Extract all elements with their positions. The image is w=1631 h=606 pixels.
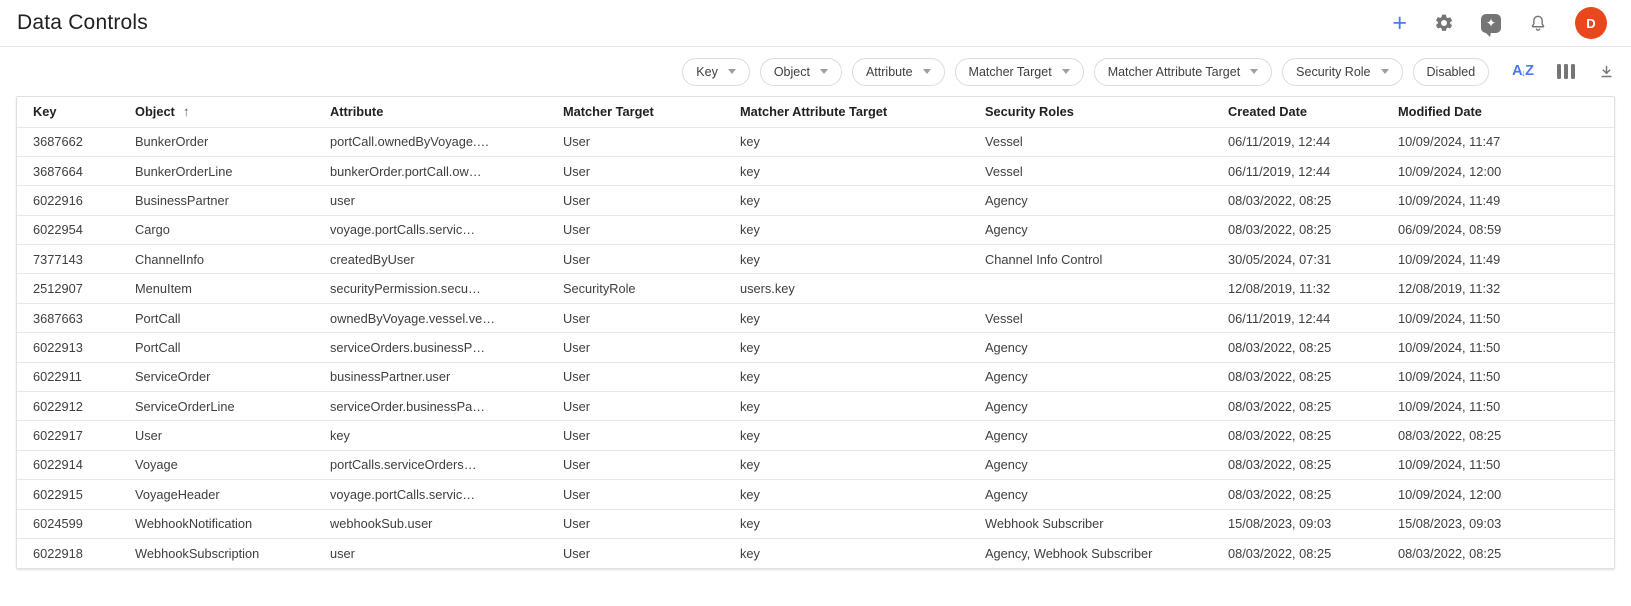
cell-security-roles: Agency [969, 362, 1212, 391]
data-controls-table [16, 96, 1615, 569]
cell-matcher-target: User [547, 538, 724, 567]
chevron-down-icon [1250, 69, 1258, 74]
table-row[interactable] [17, 186, 1614, 215]
filter-chip-label: Disabled [1426, 64, 1476, 79]
table-row[interactable] [17, 303, 1614, 332]
cell-attribute: voyage.portCalls.servic… [314, 215, 547, 244]
sparkle-icon: ✦ [1485, 16, 1497, 30]
cell-matcher-target: User [547, 186, 724, 215]
filter-chip-label: Matcher Attribute Target [1107, 64, 1241, 79]
cell-matcher-target: User [547, 362, 724, 391]
table-row[interactable] [17, 509, 1614, 538]
cell-attribute: ownedByVoyage.vessel.ve… [314, 303, 547, 332]
cell-matcher-attribute-target: users.key [724, 274, 969, 303]
cell-key: 6024599 [17, 509, 119, 538]
page-title: Data Controls [17, 11, 148, 34]
cell-attribute: createdByUser [314, 245, 547, 274]
cell-matcher-target: User [547, 450, 724, 479]
cell-key: 6022913 [17, 333, 119, 362]
cell-created-date: 15/08/2023, 09:03 [1212, 509, 1382, 538]
cell-matcher-attribute-target: key [724, 509, 969, 538]
cell-matcher-attribute-target: key [724, 127, 969, 156]
cell-modified-date: 10/09/2024, 11:49 [1382, 186, 1614, 215]
filter-chip-label: Matcher Target [968, 64, 1052, 79]
cell-object: PortCall [119, 303, 314, 332]
cell-key: 2512907 [17, 274, 119, 303]
app-header [0, 0, 1631, 47]
cell-matcher-target: User [547, 156, 724, 185]
column-header-security-roles[interactable]: Security Roles [985, 104, 1074, 120]
cell-matcher-attribute-target: key [724, 245, 969, 274]
cell-created-date: 08/03/2022, 08:25 [1212, 450, 1382, 479]
cell-created-date: 08/03/2022, 08:25 [1212, 480, 1382, 509]
cell-object: Cargo [119, 215, 314, 244]
sort-ascending-icon: ↑ [182, 104, 190, 120]
cell-key: 7377143 [17, 245, 119, 274]
cell-object: MenuItem [119, 274, 314, 303]
cell-matcher-attribute-target: key [724, 186, 969, 215]
cell-matcher-attribute-target: key [724, 362, 969, 391]
add-button[interactable] [1392, 8, 1407, 37]
cell-created-date: 08/03/2022, 08:25 [1212, 538, 1382, 567]
table-row[interactable] [17, 480, 1614, 509]
cell-key: 6022954 [17, 215, 119, 244]
cell-modified-date: 10/09/2024, 12:00 [1382, 156, 1614, 185]
filter-chip-label: Key [696, 64, 718, 79]
settings-button[interactable] [1434, 13, 1454, 33]
download-button[interactable] [1598, 63, 1615, 80]
column-header-matcher-attribute-target[interactable]: Matcher Attribute Target [740, 104, 888, 120]
cell-security-roles: Vessel [969, 156, 1212, 185]
table-row[interactable] [17, 362, 1614, 391]
cell-key: 6022912 [17, 392, 119, 421]
cell-object: ServiceOrder [119, 362, 314, 391]
cell-modified-date: 10/09/2024, 11:49 [1382, 245, 1614, 274]
table-row[interactable] [17, 127, 1614, 156]
cell-modified-date: 15/08/2023, 09:03 [1382, 509, 1614, 538]
cell-security-roles: Agency [969, 333, 1212, 362]
cell-attribute: bunkerOrder.portCall.ow… [314, 156, 547, 185]
cell-object: User [119, 421, 314, 450]
cell-key: 3687662 [17, 127, 119, 156]
chevron-down-icon [923, 69, 931, 74]
cell-object: BusinessPartner [119, 186, 314, 215]
cell-matcher-target: User [547, 333, 724, 362]
cell-attribute: portCall.ownedByVoyage.… [314, 127, 547, 156]
cell-created-date: 08/03/2022, 08:25 [1212, 215, 1382, 244]
columns-button[interactable] [1557, 64, 1576, 79]
cell-created-date: 08/03/2022, 08:25 [1212, 362, 1382, 391]
table-row[interactable] [17, 215, 1614, 244]
cell-modified-date: 08/03/2022, 08:25 [1382, 421, 1614, 450]
cell-created-date: 30/05/2024, 07:31 [1212, 245, 1382, 274]
cell-security-roles: Agency [969, 215, 1212, 244]
gear-icon [1434, 13, 1454, 33]
cell-security-roles: Vessel [969, 127, 1212, 156]
filter-chip-label: Attribute [865, 64, 913, 79]
cell-matcher-attribute-target: key [724, 156, 969, 185]
avatar[interactable]: D [1575, 7, 1607, 39]
table-row[interactable] [17, 450, 1614, 479]
cell-security-roles [969, 274, 1212, 303]
cell-security-roles: Vessel [969, 303, 1212, 332]
cell-object: ChannelInfo [119, 245, 314, 274]
column-header-key[interactable]: Key [33, 104, 57, 120]
filter-chip[interactable] [1413, 58, 1490, 86]
cell-key: 3687663 [17, 303, 119, 332]
cell-attribute: key [314, 421, 547, 450]
table-row[interactable] [17, 538, 1614, 567]
filter-toolbar [0, 47, 1631, 96]
cell-created-date: 08/03/2022, 08:25 [1212, 421, 1382, 450]
cell-security-roles: Channel Info Control [969, 245, 1212, 274]
cell-created-date: 08/03/2022, 08:25 [1212, 392, 1382, 421]
cell-modified-date: 10/09/2024, 11:50 [1382, 333, 1614, 362]
cell-matcher-attribute-target: key [724, 480, 969, 509]
cell-created-date: 08/03/2022, 08:25 [1212, 186, 1382, 215]
cell-matcher-attribute-target: key [724, 303, 969, 332]
cell-object: WebhookNotification [119, 509, 314, 538]
cell-security-roles: Agency, Webhook Subscriber [969, 538, 1212, 567]
cell-matcher-attribute-target: key [724, 392, 969, 421]
cell-matcher-attribute-target: key [724, 333, 969, 362]
table-row[interactable] [17, 274, 1614, 303]
table-row[interactable] [17, 333, 1614, 362]
cell-attribute: serviceOrders.businessP… [314, 333, 547, 362]
table-header-row [17, 97, 1614, 127]
filter-chip[interactable] [682, 58, 750, 86]
column-header-created-date[interactable]: Created Date [1228, 104, 1307, 120]
cell-key: 6022917 [17, 421, 119, 450]
cell-attribute: serviceOrder.businessPa… [314, 392, 547, 421]
cell-matcher-target: User [547, 392, 724, 421]
sort-alpha-button[interactable] [1512, 64, 1533, 79]
cell-matcher-target: User [547, 303, 724, 332]
cell-attribute: businessPartner.user [314, 362, 547, 391]
cell-matcher-target: SecurityRole [547, 274, 724, 303]
filter-chip[interactable] [1282, 58, 1402, 86]
chevron-down-icon [1381, 69, 1389, 74]
cell-key: 6022914 [17, 450, 119, 479]
cell-object: WebhookSubscription [119, 538, 314, 567]
cell-modified-date: 10/09/2024, 11:50 [1382, 392, 1614, 421]
cell-object: VoyageHeader [119, 480, 314, 509]
sparkle-badge-icon [1481, 14, 1501, 33]
cell-modified-date: 10/09/2024, 12:00 [1382, 480, 1614, 509]
cell-created-date: 08/03/2022, 08:25 [1212, 333, 1382, 362]
cell-security-roles: Agency [969, 480, 1212, 509]
cell-attribute: securityPermission.secu… [314, 274, 547, 303]
cell-matcher-target: User [547, 215, 724, 244]
download-icon [1598, 63, 1615, 80]
cell-attribute: webhookSub.user [314, 509, 547, 538]
column-header-attribute[interactable]: Attribute [330, 104, 384, 120]
cell-matcher-target: User [547, 127, 724, 156]
cell-attribute: user [314, 538, 547, 567]
columns-icon [1557, 64, 1576, 79]
cell-matcher-target: User [547, 480, 724, 509]
cell-modified-date: 10/09/2024, 11:47 [1382, 127, 1614, 156]
cell-object: BunkerOrderLine [119, 156, 314, 185]
cell-matcher-attribute-target: key [724, 450, 969, 479]
filter-chip[interactable] [852, 58, 945, 86]
filter-chip-label: Security Role [1296, 64, 1371, 79]
notifications-button[interactable] [1528, 13, 1548, 33]
cell-modified-date: 10/09/2024, 11:50 [1382, 362, 1614, 391]
filter-chip[interactable] [1094, 58, 1272, 86]
cell-security-roles: Webhook Subscriber [969, 509, 1212, 538]
cell-modified-date: 10/09/2024, 11:50 [1382, 450, 1614, 479]
filter-chip[interactable] [955, 58, 1084, 86]
plus-icon: + [1392, 8, 1407, 37]
table-row[interactable] [17, 156, 1614, 185]
cell-key: 3687664 [17, 156, 119, 185]
chevron-down-icon [1062, 69, 1070, 74]
cell-matcher-target: User [547, 509, 724, 538]
cell-modified-date: 10/09/2024, 11:50 [1382, 303, 1614, 332]
cell-object: PortCall [119, 333, 314, 362]
chevron-down-icon [728, 69, 736, 74]
cell-attribute: voyage.portCalls.servic… [314, 480, 547, 509]
sort-alpha-icon: A ↓ Z [1512, 63, 1534, 80]
filter-chip-label: Object [773, 64, 810, 79]
cell-matcher-target: User [547, 245, 724, 274]
toolbar-icons [1512, 63, 1615, 80]
cell-key: 6022915 [17, 480, 119, 509]
cell-attribute: user [314, 186, 547, 215]
cell-created-date: 06/11/2019, 12:44 [1212, 303, 1382, 332]
cell-attribute: portCalls.serviceOrders… [314, 450, 547, 479]
chevron-down-icon [820, 69, 828, 74]
cell-key: 6022916 [17, 186, 119, 215]
cell-created-date: 12/08/2019, 11:32 [1212, 274, 1382, 303]
cell-modified-date: 08/03/2022, 08:25 [1382, 538, 1614, 567]
column-header-matcher-target[interactable]: Matcher Target [563, 104, 654, 120]
cell-matcher-attribute-target: key [724, 421, 969, 450]
table-row[interactable] [17, 245, 1614, 274]
cell-security-roles: Agency [969, 392, 1212, 421]
bell-icon [1528, 13, 1548, 33]
cell-security-roles: Agency [969, 450, 1212, 479]
cell-security-roles: Agency [969, 186, 1212, 215]
cell-created-date: 06/11/2019, 12:44 [1212, 127, 1382, 156]
cell-key: 6022911 [17, 362, 119, 391]
cell-matcher-attribute-target: key [724, 215, 969, 244]
cell-key: 6022918 [17, 538, 119, 567]
table-row[interactable] [17, 392, 1614, 421]
cell-created-date: 06/11/2019, 12:44 [1212, 156, 1382, 185]
cell-object: Voyage [119, 450, 314, 479]
cell-object: ServiceOrderLine [119, 392, 314, 421]
cell-matcher-attribute-target: key [724, 538, 969, 567]
whats-new-button[interactable] [1481, 14, 1501, 33]
cell-security-roles: Agency [969, 421, 1212, 450]
cell-matcher-target: User [547, 421, 724, 450]
cell-modified-date: 12/08/2019, 11:32 [1382, 274, 1614, 303]
cell-modified-date: 06/09/2024, 08:59 [1382, 215, 1614, 244]
table-row[interactable] [17, 421, 1614, 450]
column-header-modified-date[interactable]: Modified Date [1398, 104, 1482, 120]
header-actions [1392, 7, 1607, 39]
filter-chip[interactable] [760, 58, 842, 86]
column-header-object[interactable]: Object ↑ [135, 104, 190, 120]
cell-object: BunkerOrder [119, 127, 314, 156]
